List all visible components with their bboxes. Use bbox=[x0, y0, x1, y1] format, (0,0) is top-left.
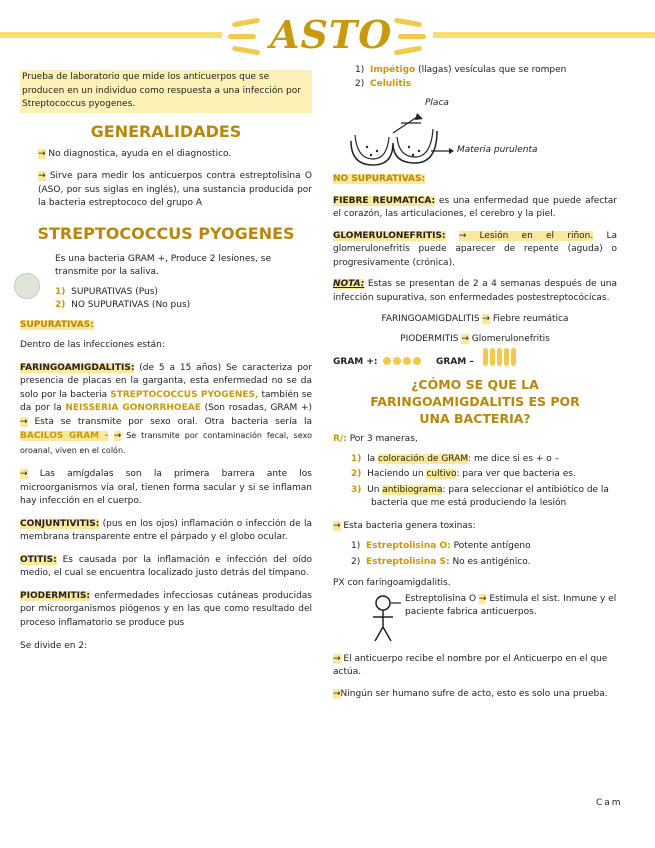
generalidades-item: → Sirve para medir los anticuerpos contra estreptolisina O (ASO, por sus siglas en inglés), una sustancia producida por la bacteria estreptococo del grupo A bbox=[38, 171, 312, 208]
nota-paragraph: NOTA: Estas se presentan de 2 a 4 semanas después de una infección supurativa, son enfermedades postestreptocócicas. bbox=[333, 279, 617, 303]
supurativas-type-item: 2) Celulitis bbox=[355, 78, 412, 89]
skin-diagram-svg bbox=[333, 93, 593, 171]
divide-text: Se divide en 2: bbox=[20, 641, 88, 651]
question-heading: ¿CÓMO SE QUE LA FARINGOAMIGDALITIS ES POR UNA BACTERIA? bbox=[370, 377, 580, 426]
skin-diagram bbox=[333, 93, 617, 171]
arrow-icon: → bbox=[113, 431, 122, 441]
ray-decoration bbox=[232, 18, 260, 28]
way-item: 3) Un antibiograma: para seleccionar el antibiótico de la bacteria que me está produciendo la lesión bbox=[351, 484, 609, 508]
no-supurativas-heading: NO SUPURATIVAS: bbox=[333, 174, 426, 184]
relation-line: PIODERMITIS → Glomerulonefritis bbox=[400, 333, 550, 344]
header-bar-left bbox=[0, 32, 222, 38]
arrow-icon: → bbox=[333, 520, 341, 531]
relation-line: FARINGOAMIGDALITIS → Fiebre reumática bbox=[381, 314, 569, 324]
px-line: PX con faringoamigdalitis. bbox=[333, 578, 451, 588]
diagram-label-placa: Placa bbox=[425, 98, 449, 108]
conjuntivitis-paragraph: CONJUNTIVITIS: (pus en los ojos) inflamación o infección de la membrana transparente entre el párpado y el globo ocular. bbox=[20, 518, 312, 542]
strep-heading: STREPTOCOCCUS PYOGENES bbox=[37, 223, 295, 243]
glomerulonefritis-paragraph: GLOMERULONEFRITIS: → Lesión en el riñon. La glomerulonefritis puede aparecer de repente (aguda) o progresivamente (crónica). bbox=[333, 230, 617, 268]
px-text: Estreptolisina O → Estimula el sist. Inmune y el paciente fabrica anticuerpos. bbox=[405, 593, 617, 617]
arrow-icon: → bbox=[20, 469, 28, 479]
final-note: →Ningún ser humano sufre de acto, esto es solo una prueba. bbox=[333, 688, 608, 699]
bacilli-icon bbox=[483, 348, 518, 366]
left-column bbox=[20, 70, 312, 654]
ray-decoration bbox=[228, 34, 256, 39]
signature: Cam bbox=[596, 798, 623, 808]
arrow-icon: → bbox=[482, 314, 490, 324]
title-decoration bbox=[222, 8, 432, 64]
way-item: 1) la coloración de GRAM: me dice si es + o – bbox=[351, 453, 560, 464]
arrow-icon: → bbox=[461, 333, 469, 344]
gram-row: GRAM +: GRAM – bbox=[333, 352, 617, 372]
arrow-icon: → bbox=[38, 148, 46, 159]
answer-line: R/: Por 3 maneras, bbox=[333, 434, 418, 444]
arrow-icon: → bbox=[478, 593, 487, 604]
ray-decoration bbox=[398, 34, 426, 39]
bacteria-icon bbox=[14, 273, 40, 299]
strep-list-item: 1) SUPURATIVAS (Pus) bbox=[55, 286, 158, 297]
ray-decoration bbox=[232, 46, 260, 56]
arrow-icon: → bbox=[38, 171, 46, 181]
arrow-icon: → bbox=[458, 230, 467, 241]
toxins-intro: → Esta bacteria genera toxinas: bbox=[333, 520, 476, 531]
page-title: ASTO bbox=[270, 12, 393, 57]
px-diagram bbox=[333, 593, 617, 645]
diagram-label-materia: Materia purulenta bbox=[457, 145, 538, 155]
arrow-icon: → bbox=[333, 688, 341, 699]
arrow-icon: → bbox=[20, 416, 28, 427]
header-bar-right bbox=[433, 32, 655, 38]
strep-description: Es una bacteria GRAM +, Produce 2 lesiones, se transmite por la saliva. bbox=[55, 253, 271, 277]
person-icon bbox=[369, 593, 405, 645]
generalidades-item: → No diagnostica, ayuda en el diagnostico. bbox=[38, 148, 232, 159]
right-column bbox=[333, 64, 617, 701]
otitis-paragraph: OTITIS: Es causada por la inflamación e infección del oído medio, el cual se encuentra localizado justo detrás del tímpano. bbox=[20, 554, 312, 578]
strep-list-item: 2) NO SUPURATIVAS (No pus) bbox=[55, 300, 191, 310]
supurativas-type-item: 1) Impétigo (llagas) vesículas que se rompen bbox=[355, 65, 567, 75]
piodermitis-paragraph: PIODERMITIS: enfermedades infecciosas cutáneas producidas por microorganismos piógenos y en las que como resultado del proceso inflamatorio se produce pus bbox=[20, 590, 312, 628]
toxin-item: 2) Estreptolisina S: No es antigénico. bbox=[351, 556, 531, 567]
supurativas-heading: SUPURATIVAS: bbox=[20, 319, 94, 330]
fiebre-paragraph: FIEBRE REUMATICA: es una enfermedad que puede afectar el corazón, las articulaciones, el cerebro y la piel. bbox=[333, 195, 617, 219]
intro-text: Prueba de laboratorio que mide los anticuerpos que se producen en un individuo como respuesta a una infección por Streptococcus pyogenes. bbox=[20, 70, 312, 113]
final-note: → El anticuerpo recibe el nombre por el Anticuerpo en el que actúa. bbox=[333, 653, 608, 677]
amigdalas-paragraph: → Las amígdalas son la primera barrera ante los microorganismos vía oral, tienen forma sacular y si se inflaman hay infección en el cuerpo. bbox=[20, 469, 312, 506]
cocci-icon bbox=[383, 357, 423, 371]
toxin-item: 1) Estreptolisina O: Potente antígeno bbox=[351, 541, 531, 551]
ray-decoration bbox=[394, 18, 422, 28]
way-item: 2) Haciendo un cultivo: para ver que bacteria es. bbox=[351, 469, 576, 479]
faringo-paragraph: FARINGOAMIGDALITIS: (de 5 a 15 años) Se caracteriza por presencia de placas en la garganta, esta enfermedad no se da solo por la bacteria STREPTOCOCCUS PYOGENES, también se da por la NEISSERIA GONORRHOEAE (Son rosadas, GRAM +) → Esta se transmite por sexo oral. Otra bacteria sería la BACILOS GRAM - → Se transmite por contaminación fecal, sexo oroanal, viven en el colón. bbox=[20, 362, 313, 455]
ray-decoration bbox=[394, 46, 422, 56]
supurativas-intro: Dentro de las infecciones están: bbox=[20, 340, 165, 350]
generalidades-heading: GENERALIDADES bbox=[90, 121, 242, 141]
arrow-icon: → bbox=[333, 653, 341, 664]
